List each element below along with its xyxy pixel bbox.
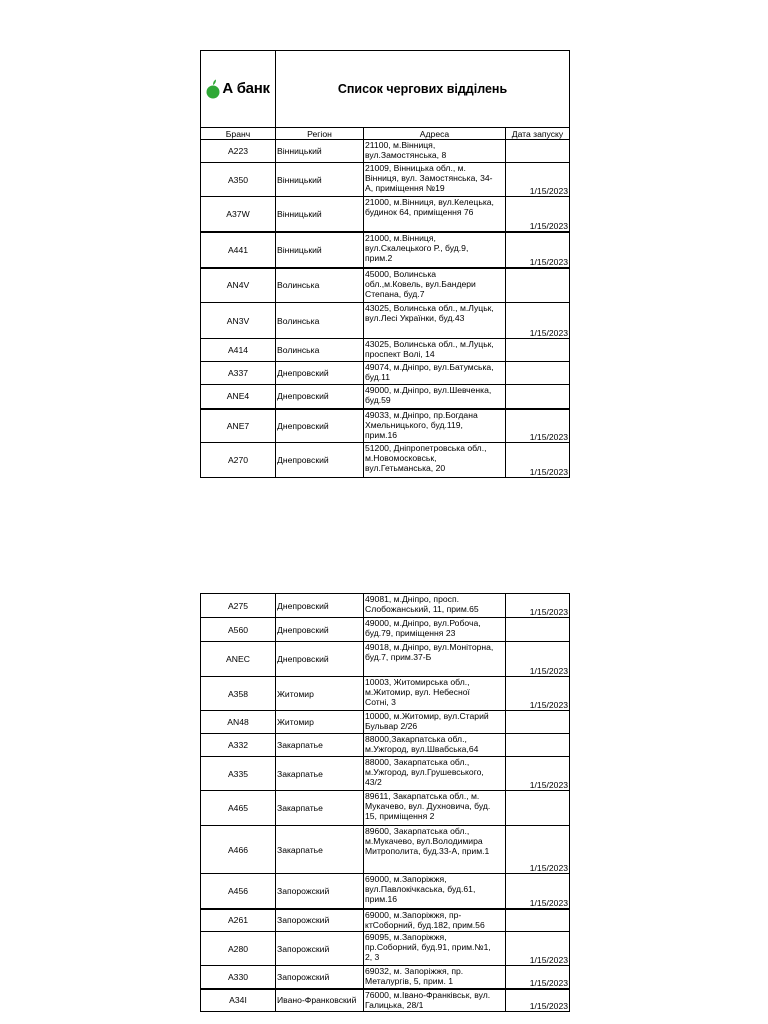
branch-cell: A280	[201, 932, 276, 966]
table-row	[201, 268, 570, 303]
abank-logo	[202, 79, 274, 99]
branch-cell: A465	[201, 791, 276, 826]
address-cell: 21100, м.Вінниця, вул.Замостянська, 8	[364, 140, 506, 163]
address-cell: 43025, Волинська обл., м.Луцьк, вул.Лесі Українки, буд.43	[364, 303, 506, 339]
col-header-branch: Бранч	[201, 128, 276, 140]
date-cell: 1/15/2023	[506, 232, 570, 268]
region-cell: Житомир	[276, 677, 364, 711]
region-cell: Вінницький	[276, 232, 364, 268]
region-cell: Закарпатье	[276, 826, 364, 874]
address-cell: 21000, м.Вінниця, вул.Келецька, будинок 64, приміщення 76	[364, 197, 506, 232]
branch-cell: AN3V	[201, 303, 276, 339]
date-cell	[506, 734, 570, 757]
date-cell: 1/15/2023	[506, 826, 570, 874]
address-cell: 49033, м.Дніпро, пр.Богдана Хмельницького, буд.119, прим.16	[364, 409, 506, 443]
region-cell: Ивано-Франковский	[276, 989, 364, 1012]
date-cell: 1/15/2023	[506, 757, 570, 791]
branch-cell: A34I	[201, 989, 276, 1012]
date-cell: 1/15/2023	[506, 874, 570, 909]
address-cell: 51200, Дніпропетровська обл., м.Новомосковськ, вул.Гетьманська, 20	[364, 443, 506, 478]
branch-cell: A441	[201, 232, 276, 268]
branch-cell: A335	[201, 757, 276, 791]
address-cell: 88000,Закарпатська обл., м.Ужгород, вул.Швабська,64	[364, 734, 506, 757]
address-cell: 88000, Закарпатська обл., м.Ужгород, вул.Грушевського, 43/2	[364, 757, 506, 791]
region-cell: Днепровский	[276, 618, 364, 642]
branch-cell: ANE7	[201, 409, 276, 443]
date-cell	[506, 362, 570, 385]
table-row	[201, 140, 570, 163]
branch-cell: AN48	[201, 711, 276, 734]
branch-cell: A560	[201, 618, 276, 642]
region-cell: Закарпатье	[276, 734, 364, 757]
branch-cell: ANEC	[201, 642, 276, 677]
branch-cell: A332	[201, 734, 276, 757]
branch-cell: A37W	[201, 197, 276, 232]
table-row	[201, 677, 570, 711]
address-cell: 21000, м.Вінниця, вул.Скалецького Р., буд.9, прим.2	[364, 232, 506, 268]
table-row	[201, 618, 570, 642]
address-cell: 49081, м.Дніпро, просп. Слобожанський, 11, прим.65	[364, 594, 506, 618]
table-row	[201, 932, 570, 966]
col-header-date: Дата запуску	[506, 128, 570, 140]
branch-cell: A414	[201, 339, 276, 362]
table-row	[201, 443, 570, 478]
table-row	[201, 791, 570, 826]
region-cell: Волинська	[276, 268, 364, 303]
date-cell	[506, 140, 570, 163]
address-cell: 10003, Житомирська обл., м.Житомир, вул. Небесної Сотні, 3	[364, 677, 506, 711]
table-row	[201, 197, 570, 232]
region-cell: Житомир	[276, 711, 364, 734]
apple-logo-icon	[206, 79, 220, 99]
region-cell: Днепровский	[276, 594, 364, 618]
branch-cell: ANE4	[201, 385, 276, 409]
address-cell: 10000, м.Житомир, вул.Старий Бульвар 2/26	[364, 711, 506, 734]
table-row	[201, 303, 570, 339]
table-row	[201, 163, 570, 197]
region-cell: Запорожский	[276, 909, 364, 932]
date-cell	[506, 909, 570, 932]
logo-text: А банк	[222, 80, 270, 97]
address-cell: 69000, м.Запоріжжя, пр- ктСоборний, буд.182, прим.56	[364, 909, 506, 932]
table-row	[201, 734, 570, 757]
date-cell: 1/15/2023	[506, 966, 570, 989]
date-cell: 1/15/2023	[506, 197, 570, 232]
branch-cell: A275	[201, 594, 276, 618]
table-row	[201, 966, 570, 989]
branch-cell: A223	[201, 140, 276, 163]
date-cell	[506, 618, 570, 642]
region-cell: Днепровский	[276, 443, 364, 478]
table-row	[201, 362, 570, 385]
branch-cell: A337	[201, 362, 276, 385]
date-cell: 1/15/2023	[506, 989, 570, 1012]
date-cell: 1/15/2023	[506, 932, 570, 966]
table-row	[201, 711, 570, 734]
region-cell: Волинська	[276, 303, 364, 339]
region-cell: Закарпатье	[276, 757, 364, 791]
branches-table-page-1	[200, 50, 570, 478]
col-header-address: Адреса	[364, 128, 506, 140]
region-cell: Вінницький	[276, 163, 364, 197]
branch-cell: A330	[201, 966, 276, 989]
date-cell	[506, 268, 570, 303]
table-row	[201, 757, 570, 791]
table-row	[201, 409, 570, 443]
region-cell: Вінницький	[276, 140, 364, 163]
address-cell: 49018, м.Дніпро, вул.Моніторна, буд.7, прим.37-Б	[364, 642, 506, 677]
date-cell	[506, 791, 570, 826]
address-cell: 49000, м.Дніпро, вул.Робоча, буд.79, приміщення 23	[364, 618, 506, 642]
address-cell: 69032, м. Запоріжжя, пр. Металургів, 5, прим. 1	[364, 966, 506, 989]
address-cell: 49074, м.Дніпро, вул.Батумська, буд.11	[364, 362, 506, 385]
column-header-row	[201, 128, 570, 140]
table-row	[201, 989, 570, 1012]
address-cell: 21009, Вінницька обл., м. Вінниця, вул. Замостянська, 34- А, приміщення №19	[364, 163, 506, 197]
region-cell: Закарпатье	[276, 791, 364, 826]
date-cell	[506, 711, 570, 734]
table-row	[201, 909, 570, 932]
region-cell: Волинська	[276, 339, 364, 362]
branch-cell: A358	[201, 677, 276, 711]
region-cell: Днепровский	[276, 362, 364, 385]
branch-cell: A456	[201, 874, 276, 909]
date-cell: 1/15/2023	[506, 594, 570, 618]
date-cell	[506, 339, 570, 362]
address-cell: 89600, Закарпатська обл., м.Мукачево, вул.Володимира Митрополита, буд.33-А, прим.1	[364, 826, 506, 874]
page-title: Список чергових відділень	[276, 51, 570, 128]
region-cell: Запорожский	[276, 966, 364, 989]
address-cell: 69000, м.Запоріжжя, вул.Павлокічкаська, буд.61, прим.16	[364, 874, 506, 909]
region-cell: Запорожский	[276, 932, 364, 966]
address-cell: 89611, Закарпатська обл., м. Мукачево, вул. Духновича, буд. 15, приміщення 2	[364, 791, 506, 826]
table-row	[201, 826, 570, 874]
date-cell: 1/15/2023	[506, 443, 570, 478]
table-row	[201, 874, 570, 909]
region-cell: Днепровский	[276, 642, 364, 677]
date-cell: 1/15/2023	[506, 163, 570, 197]
address-cell: 43025, Волинська обл., м.Луцьк, проспект Волі, 14	[364, 339, 506, 362]
branch-cell: AN4V	[201, 268, 276, 303]
table-row	[201, 339, 570, 362]
table-row	[201, 385, 570, 409]
address-cell: 76000, м.Івано-Франківськ, вул. Галицька, 28/1	[364, 989, 506, 1012]
region-cell: Запорожский	[276, 874, 364, 909]
branch-cell: A270	[201, 443, 276, 478]
address-cell: 69095, м.Запоріжжя, пр.Соборний, буд.91, прим.№1, 2, 3	[364, 932, 506, 966]
logo-cell	[201, 51, 276, 128]
region-cell: Вінницький	[276, 197, 364, 232]
branches-table-page-2	[200, 593, 570, 1012]
region-cell: Днепровский	[276, 385, 364, 409]
address-cell: 45000, Волинська обл.,м.Ковель, вул.Бандери Степана, буд.7	[364, 268, 506, 303]
col-header-region: Регіон	[276, 128, 364, 140]
table-row	[201, 642, 570, 677]
table-row	[201, 594, 570, 618]
region-cell: Днепровский	[276, 409, 364, 443]
date-cell	[506, 385, 570, 409]
branch-cell: A261	[201, 909, 276, 932]
table-row	[201, 232, 570, 268]
date-cell: 1/15/2023	[506, 677, 570, 711]
date-cell: 1/15/2023	[506, 642, 570, 677]
branch-cell: A466	[201, 826, 276, 874]
date-cell: 1/15/2023	[506, 303, 570, 339]
branch-cell: A350	[201, 163, 276, 197]
date-cell: 1/15/2023	[506, 409, 570, 443]
address-cell: 49000, м.Дніпро, вул.Шевченка, буд.59	[364, 385, 506, 409]
